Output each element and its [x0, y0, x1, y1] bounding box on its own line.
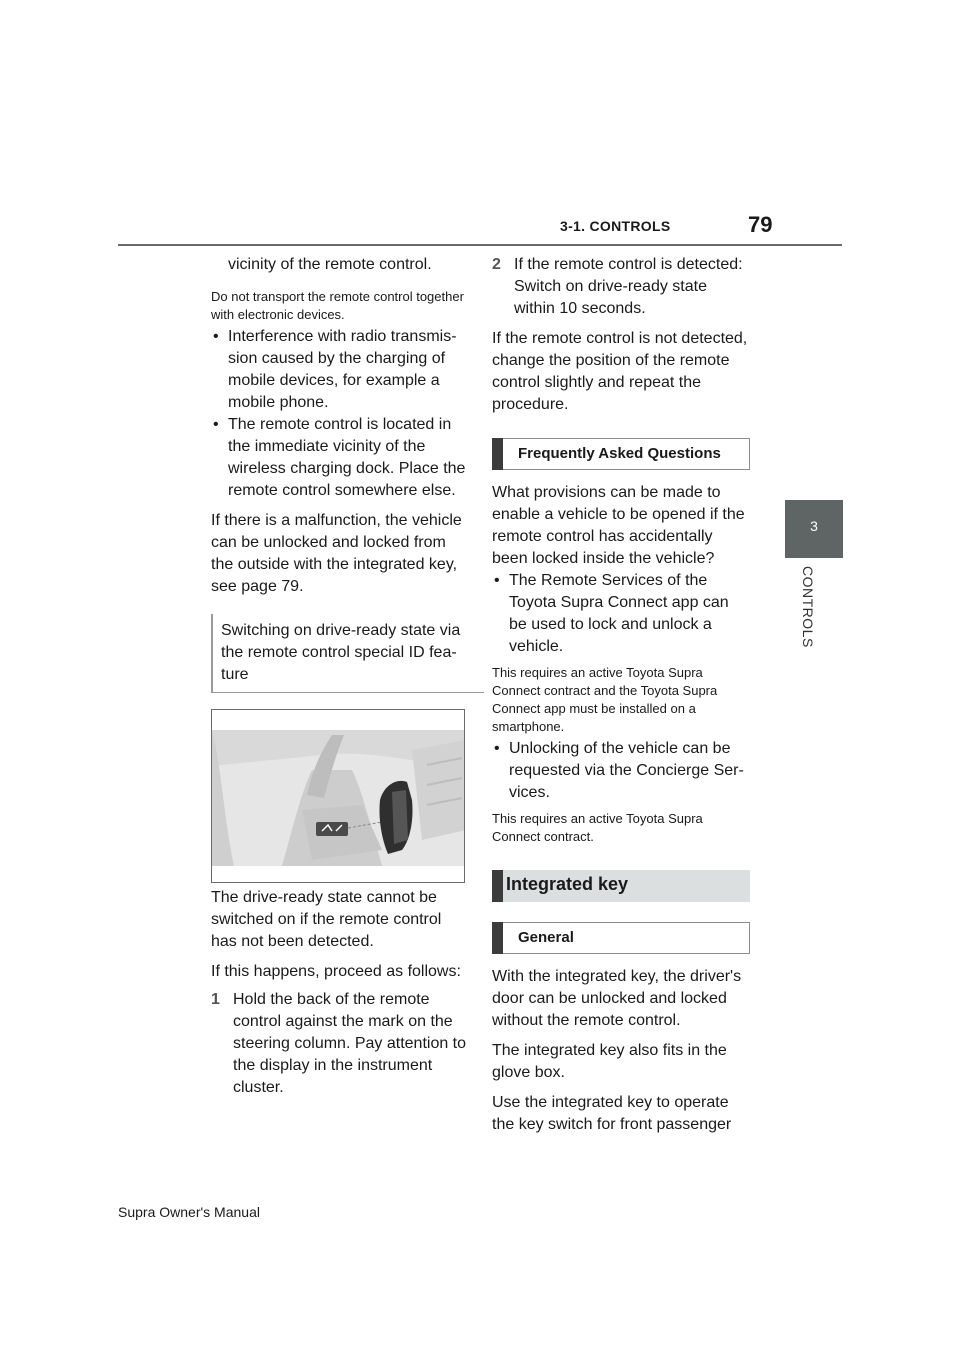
- note-electronic-devices: Do not transport the remote control together with electronic devices.: [211, 289, 464, 322]
- steering-column-illustration: [211, 709, 465, 883]
- subsection-heading: [211, 614, 484, 693]
- integrated-key-heading-text: Integrated key: [506, 874, 629, 894]
- illustration-svg: [212, 710, 465, 883]
- list-item: • The Remote Services of the Toyota Supra Connect app can be used to lock and unlock a vehicle.: [494, 572, 729, 655]
- paragraph-integrated-2: The integrated key also fits in the glove box.: [492, 1042, 727, 1081]
- faq-heading-text: Frequently Asked Questions: [518, 445, 721, 462]
- note-connect-contract-2: This requires an active Toyota Supra Connect contract.: [492, 811, 703, 844]
- subsection-heading-text: Switching on drive-ready state via the remote control special ID fea-ture: [221, 622, 461, 683]
- heading-bar: [492, 922, 503, 954]
- general-heading-text: General: [518, 929, 574, 946]
- paragraph-cannot-switch: The drive-ready state cannot be switched on if the remote control has not been detected.: [211, 889, 442, 950]
- list-item: • Unlocking of the vehicle can be requested via the Concierge Ser-vices.: [494, 740, 744, 801]
- faq-heading: [492, 438, 750, 470]
- paragraph-not-detected: If the remote control is not detected, change the position of the remote control slightly and repeat the procedure.: [492, 330, 748, 413]
- right-column: [492, 254, 750, 1136]
- step-number: 1: [211, 991, 220, 1008]
- list-item-text: The remote control is located in the immediate vicinity of the wireless charging dock. Place the remote control somewhere else.: [228, 416, 466, 499]
- chapter-label-text: CONTROLS: [800, 566, 816, 648]
- heading-bar: [492, 870, 503, 902]
- paragraph-integrated-3: Use the integrated key to operate the key switch for front passenger: [492, 1094, 732, 1133]
- chapter-number: 3: [810, 518, 818, 534]
- heading-bar: [492, 438, 503, 470]
- integrated-key-heading: [492, 870, 750, 902]
- note-connect-contract: This requires an active Toyota Supra Connect contract and the Toyota Supra Connect app must be installed on a smartphone.: [492, 665, 718, 734]
- list-item: • The remote control is located in the immediate vicinity of the wireless charging dock. Place the remote control somewhere else.: [213, 416, 466, 499]
- header-rule: [118, 244, 842, 246]
- chapter-label: [796, 566, 816, 666]
- list-item-text: The Remote Services of the Toyota Supra Connect app can be used to lock and unlock a vehicle.: [509, 572, 729, 655]
- list-item-text: Unlocking of the vehicle can be requested via the Concierge Ser-vices.: [509, 740, 744, 801]
- left-column: [211, 254, 469, 1099]
- step-1: [211, 989, 469, 1099]
- page-number: 79: [748, 212, 773, 237]
- general-heading: [492, 922, 750, 954]
- paragraph-proceed: If this happens, proceed as follows:: [211, 963, 461, 980]
- step-text: If the remote control is detected: Switch on drive-ready state within 10 seconds.: [514, 256, 743, 317]
- step-2: [492, 254, 750, 320]
- section-title: 3-1. CONTROLS: [560, 218, 671, 234]
- step-text: Hold the back of the remote control against the mark on the steering column. Pay attention to the display in the instrument cluster.: [233, 991, 467, 1096]
- step-number: 2: [492, 256, 501, 273]
- faq-question: What provisions can be made to enable a vehicle to be opened if the remote control has accidentally been locked inside the vehicle?: [492, 484, 745, 567]
- footer-text: Supra Owner's Manual: [118, 1204, 260, 1220]
- list-item: • Interference with radio transmis-sion caused by the charging of mobile devices, for example a mobile phone.: [213, 328, 457, 411]
- paragraph-malfunction: If there is a malfunction, the vehicle can be unlocked and locked from the outside with the integrated key, see page 79.: [211, 512, 462, 595]
- list-item-text: Interference with radio transmis-sion caused by the charging of mobile devices, for example a mobile phone.: [228, 328, 457, 411]
- paragraph-integrated-1: With the integrated key, the driver's door can be unlocked and locked without the remote control.: [492, 968, 742, 1029]
- paragraph-continued: vicinity of the remote control.: [228, 256, 432, 273]
